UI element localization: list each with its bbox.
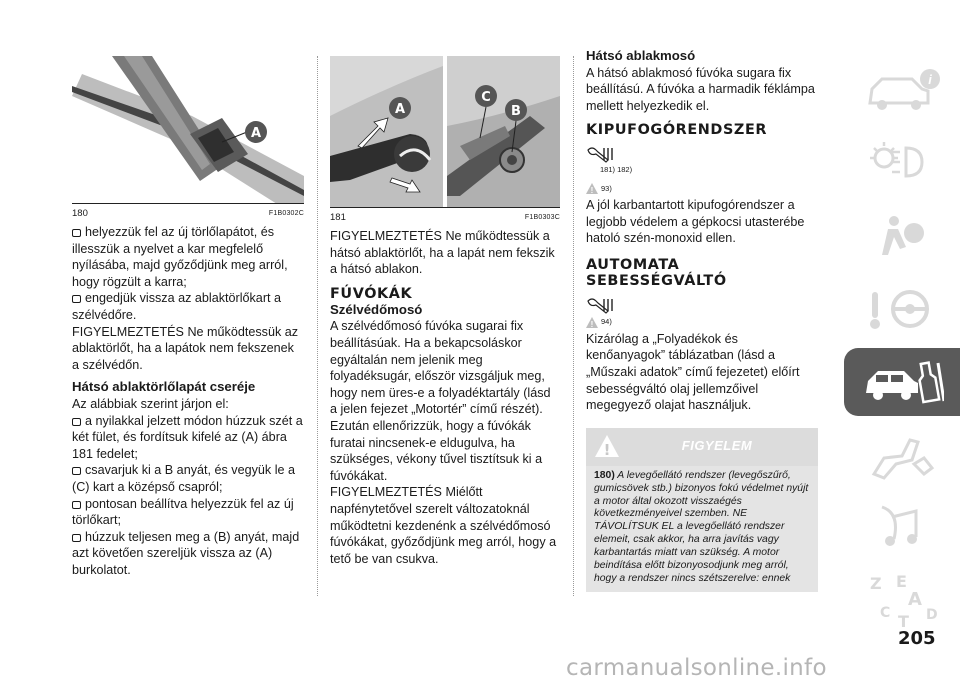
figure-caption <box>330 210 560 228</box>
section-heading: Hátsó ablaktörlőlapát cseréje <box>72 379 256 395</box>
section-title-line: AUTOMATA <box>586 256 680 273</box>
column-1 <box>72 56 304 578</box>
section-title-fuvokak: FÚVÓKÁK <box>330 285 413 302</box>
intro-text: Az alábbiak szerint járjon el: <box>72 396 229 411</box>
column-2 <box>330 56 560 567</box>
figure-label-a: A <box>394 102 406 117</box>
chapter-tabs <box>844 56 960 640</box>
paragraph: A hátsó ablakmosó fúvóka sugara fix beállítású. A fúvóka a harmadik féklámpa mellett helyezkedik el. <box>586 65 815 113</box>
tab-car-info[interactable] <box>844 56 960 124</box>
warning-reference <box>586 315 818 331</box>
figure-caption <box>72 206 304 224</box>
warning-icons <box>586 293 818 315</box>
paragraph: FIGYELMEZTETÉS Miélőtt napfénytetővel szerelt változatoknál működtetni kezdenénk a szélvédőmosó fúvókákat, győződjünk meg arról, hogy a tető be van csukva. <box>330 485 557 566</box>
list-item: a nyilakkal jelzett módon húzzuk szét a két fület, és fordítsuk kifelé az (A) ábra 181 fedelet; <box>72 413 303 461</box>
warning-ref-number: 93) <box>601 183 612 193</box>
section-heading: Hátsó ablakmosó <box>586 48 696 63</box>
figure-number: 180 <box>72 208 88 219</box>
warning-box <box>586 428 818 592</box>
paragraph: A szélvédőmosó fúvóka sugarai fix beállításúak. Ha a bekapcsoláskor egyáltalán nem jelenik meg folyadéksugár, először vizsgáljuk meg, hogy nem üres-e a folyadéktartály (lásd a jelen fejezet „Motortér” című részét). Ezután ellenőrizzük, hogy a fúvókák furatai nincsenek-e eldugulva, ha szükséges, vékony tűvel tisztítsuk ki a fúvókákat. <box>330 319 551 483</box>
index-letter: Z <box>870 574 882 593</box>
warning-triangle-icon <box>586 183 598 194</box>
paragraph: A jól karbantartott kipufogórendszer a legjobb védelem a gépkocsi utasterébe hatoló szén-monoxid ellen. <box>586 197 805 246</box>
key-steering-icon <box>862 284 942 334</box>
index-letter: E <box>896 573 907 591</box>
dashboard-lights-icon <box>862 138 942 188</box>
car-maintenance-icon <box>860 357 944 407</box>
figure-code: F1B0302C <box>268 210 304 217</box>
figure-code: F1B0303C <box>524 214 560 221</box>
figure-number: 181 <box>330 212 346 223</box>
section-title-automata <box>586 257 818 289</box>
subheading: Szélvédőmosó <box>330 301 423 317</box>
index-icon <box>862 573 942 629</box>
tools-icon <box>862 430 942 480</box>
car-info-icon <box>862 65 942 115</box>
warning-reference <box>586 181 818 197</box>
warning-ref-number: 94) <box>601 317 612 327</box>
list-item: engedjük vissza az ablaktörlőkart a szélvédőre. <box>72 290 304 323</box>
tab-multimedia[interactable] <box>844 494 960 562</box>
page-number: 205 <box>898 628 936 649</box>
warning-box-text: A levegőellátó rendszer (levegőszűrő, gumicsövek stb.) bizonyos fokú védelmet nyújt a motor által okozott visszaégés következményeivel szemben. NE TÁVOLÍTSUK EL a levegőellátó rendszer elemeit, csak akkor, ha arra javítás vagy karbantartás miatt van szükség. A motor beindítása előtt bizonyosodjunk meg arról, hogy a rendszer nincs szétszerelve: ennek <box>594 469 809 584</box>
warning-triangle-icon <box>586 317 598 328</box>
column-divider <box>573 56 574 596</box>
warning-note: FIGYELMEZTETÉS Ne működtessük az ablaktörlőt, ha a lapátok nem fekszenek a szélvédőn. <box>72 324 299 372</box>
paragraph: Kizárólag a „Folyadékok és kenőanyagok” táblázatban (lásd a „Műszaki adatok” című fejezetet) előírt sebességváltó olaj jellemzőivel megegyező olajat használjuk. <box>586 331 800 413</box>
list-item: húzzuk teljesen meg a (B) anyát, majd azt követően szereljük vissza az (A) burkolatot. <box>72 529 304 579</box>
warning-icons <box>586 142 818 164</box>
warning-box-body <box>586 466 818 592</box>
index-letter: D <box>926 607 938 623</box>
tab-key-steering[interactable] <box>844 275 960 343</box>
warning-note: FIGYELMEZTETÉS Ne működtessük a hátsó ablaktörlőt, ha a lapát nem fekszik a hátsó ablakon. <box>330 229 555 277</box>
multimedia-icon <box>862 503 942 553</box>
list-item: csavarjuk ki a B anyát, és vegyük le a (C) kart a középső csapról; <box>72 462 304 495</box>
tab-tools[interactable] <box>844 421 960 489</box>
svg-text:!: ! <box>603 440 611 458</box>
watermark: carmanualsonline.info <box>566 655 827 681</box>
svg-text:!: ! <box>590 186 594 195</box>
section-title-line: SEBESSÉGVÁLTÓ <box>586 272 727 289</box>
tab-car-maintenance[interactable] <box>844 348 960 416</box>
figure-label-c: C <box>481 90 491 105</box>
tab-airbag-safety[interactable] <box>844 202 960 270</box>
figure-181 <box>330 56 560 208</box>
figure-label-a: A <box>250 126 262 141</box>
wrench-icon <box>586 297 616 315</box>
warning-box-header <box>586 428 818 466</box>
figure-rule <box>330 207 560 208</box>
tab-index[interactable] <box>844 567 960 635</box>
column-divider <box>317 56 318 596</box>
figure-label-b: B <box>511 104 521 119</box>
reference-numbers: 181) 182) <box>600 165 633 175</box>
section-title-kipufogo: KIPUFOGÓRENDSZER <box>586 122 768 139</box>
wiper-blade-illustration <box>72 56 304 204</box>
column-3 <box>586 48 818 592</box>
list-item: pontosan beállítva helyezzük fel az új törlőkart; <box>72 496 304 529</box>
figure-180 <box>72 56 304 204</box>
index-letter: T <box>898 612 909 629</box>
svg-text:!: ! <box>590 320 594 329</box>
index-letter: C <box>880 605 891 621</box>
tab-dashboard-lights[interactable] <box>844 129 960 197</box>
list-item: helyezzük fel az új törlőlapátot, és illesszük a nyelvet a kar megfelelő nyílásába, majd győződjünk meg arról, hogy rögzült a karra; <box>72 224 304 290</box>
warning-box-ref: 180) <box>594 469 615 481</box>
index-letter: A <box>908 589 922 610</box>
svg-text:i: i <box>928 72 932 87</box>
warning-box-title: FIGYELEM <box>681 437 753 453</box>
rear-wiper-illustration <box>330 56 560 208</box>
figure-rule <box>72 203 304 204</box>
airbag-safety-icon <box>862 211 942 261</box>
